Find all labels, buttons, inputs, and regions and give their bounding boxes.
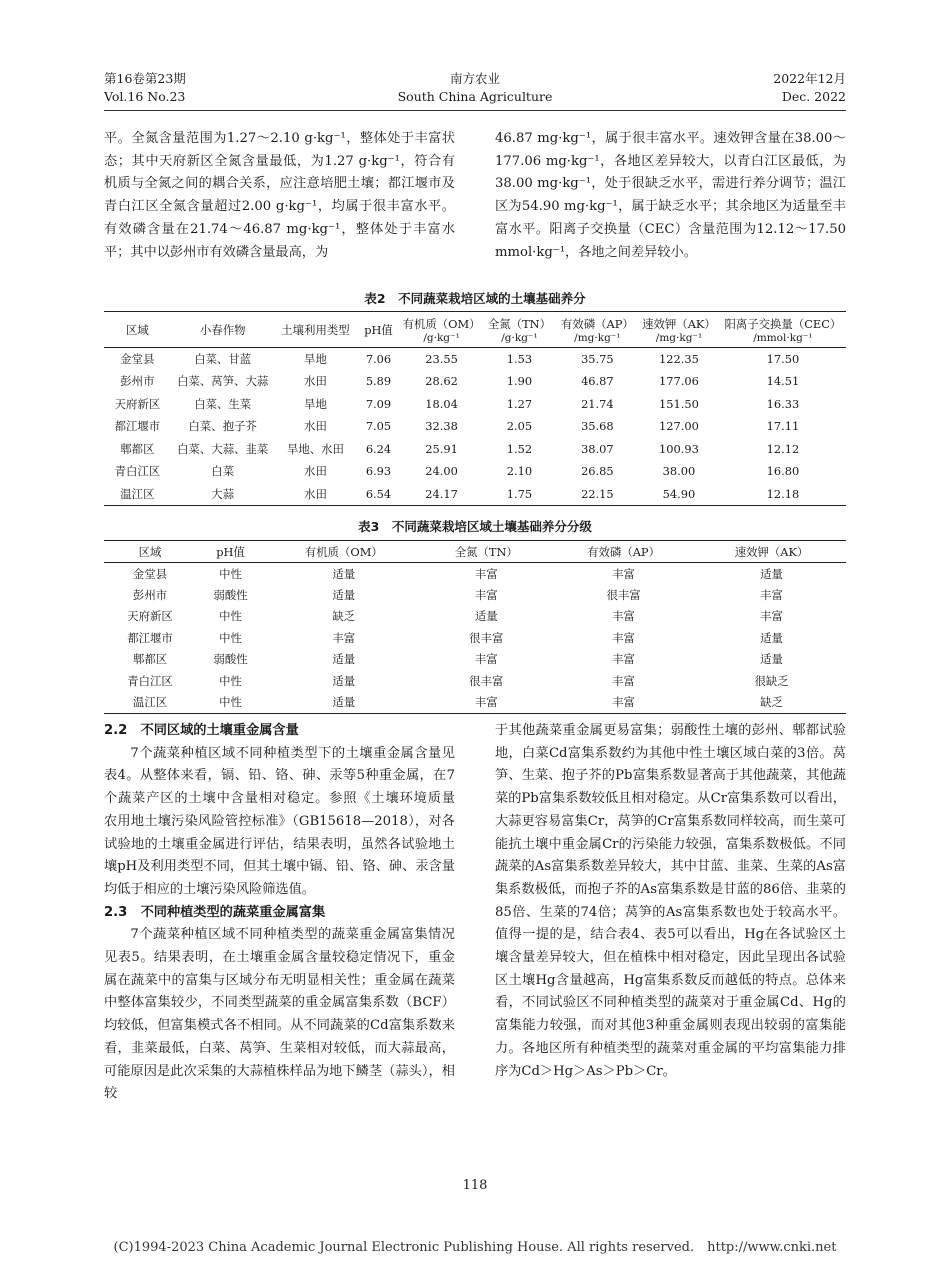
- table3-cell: 丰富: [332, 630, 356, 645]
- table2-header-cell: [638, 312, 720, 348]
- table3-cell: 丰富: [474, 587, 498, 602]
- table2-header-label: 速效钾（AK）: [642, 316, 716, 331]
- table2-cell: 白菜、莴笋、大蒜: [177, 374, 269, 389]
- table2-cell: 温江区: [120, 486, 155, 501]
- table3-cell: 很缺乏: [754, 673, 789, 688]
- table3-cell: 很丰富: [469, 630, 504, 645]
- date-en: Dec. 2022: [781, 89, 846, 104]
- table3-cell: 彭州市: [132, 587, 168, 602]
- table2-row: [104, 460, 846, 483]
- table2-cell: 12.18: [766, 486, 800, 501]
- table2-header-label: 有机质（OM）: [402, 316, 481, 331]
- table2-cell: 白菜、生菜: [194, 396, 252, 411]
- table2-header-unit: /mmol·kg⁻¹: [753, 331, 813, 344]
- table3-cell: 适量: [332, 695, 356, 709]
- intro-left-paragraph: 平。全氮含量范围为1.27～2.10 g·kg⁻¹，整体处于丰富状态；其中天府新区全氮含量最低，为1.27 g·kg⁻¹，符合有机质与全氮之间的耦合关系，应注意培肥土壤；都江堰市及青白江区全氮含量超过2.00 g·kg⁻¹，均属于很丰富水平。有效磷含量在21.74～46.87 mg·kg⁻¹，整体处于丰富水平；其中以彭州市有效磷含量最高，为: [104, 131, 455, 260]
- section-2-2-body: 7个蔬菜种植区域不同种植类型下的土壤重金属含量见表4。从整体来看，镉、铅、铬、砷、汞等5种重金属，在7个蔬菜产区的土壤中含量相对稳定。参照《土壤环境质量 农用地土壤污染风险管控标准》（GB15618—2018），对各试验地的土壤重金属进行评估，结果表明，虽然各试验地土壤pH及利用类型不同，但其土壤中镉、铅、铬、砷、汞含量均低于相应的土壤污染风险筛选值。: [104, 745, 469, 897]
- table3-cell: 适量: [474, 609, 498, 624]
- table3-cell: 丰富: [612, 652, 635, 667]
- table2-header-cell: [720, 312, 846, 348]
- section-2-3-body-right: 于其他蔬菜重金属更易富集；弱酸性土壤的彭州、郫都试验地，白菜Cd富集系数约为其他中性土壤区域白菜的3倍。莴笋、生菜、抱子芥的Pb富集系数显著高于其他蔬菜，其他蔬菜的Pb富集系数较低且相对稳定。从Cr富集系数可以看出，大蒜更容易富集Cr，莴笋的Cr富集系数同样较高，而生菜可能抗土壤中重金属Cr的污染能力较强，富集系数极低。不同蔬菜的As富集系数差异较大，其中甘蓝、韭菜、生菜的As富集系数极低，而抱子芥的As富集系数是甘蓝的86倍、韭菜的85倍、生菜的74倍；莴笋的As富集系数也处于较高水平。值得一提的是，结合表4、表5可以看出，Hg在各试验区土壤含量差异较大，但在植株中相对稳定，因此呈现出各试验区土壤Hg含量越高，Hg富集系数反而越低的特点。总体来看，不同试验区不同种植类型的蔬菜对于重金属Cd、Hg的富集能力较强，而对其他3种重金属则表现出较弱的富集能力。各地区所有种植类型的蔬菜对重金属的平均富集能力排序为Cd＞Hg＞As＞Pb＞Cr。: [495, 723, 846, 1079]
- table2-cell: 24.00: [425, 464, 458, 479]
- table2-cell: 水田: [304, 374, 327, 389]
- table2-cell: 金堂县: [120, 352, 155, 366]
- table2-cell: 天府新区: [114, 396, 161, 411]
- table2-cell: 水田: [304, 464, 327, 479]
- table2-row: [104, 415, 846, 438]
- table2-header-cell: [482, 312, 556, 348]
- table2-cell: 38.07: [581, 441, 614, 456]
- table3-cell: 中性: [219, 566, 242, 581]
- table2-cell: 大蒜: [211, 486, 235, 501]
- table3-header-cell: 速效钾（AK）: [734, 544, 809, 559]
- table2-cell: 白菜、抱子芥: [188, 419, 257, 434]
- table2-header-cell: [275, 312, 357, 348]
- table3-cell: 缺乏: [332, 609, 356, 624]
- table3-cell: 中性: [219, 695, 242, 709]
- table2-row: [104, 348, 846, 371]
- table2-cell: 1.75: [506, 486, 533, 501]
- table2-cell: 1.90: [506, 374, 533, 389]
- section-2-3-body-left: 7个蔬菜种植区域不同种植类型的蔬菜重金属富集情况见表5。结果表明，在土壤重金属含量较稳定情况下，重金属在蔬菜中的富集与区域分布无明显相关性；重金属在蔬菜中整体富集较少，不同类型蔬菜的重金属富集系数（BCF）均较低，但富集模式各不相同。从不同蔬菜的Cd富集系数来看，韭菜最低，白菜、莴笋、生菜相对较低，而大蒜最高，可能原因是此次采集的大蒜植株样品为地下鳞茎（蒜头），相较: [104, 927, 455, 1102]
- table2-cell: 46.87: [581, 374, 614, 389]
- table3-cell: 很丰富: [469, 673, 504, 688]
- table3-cell: 适量: [760, 652, 783, 667]
- table3-cell: 都江堰市: [127, 630, 173, 645]
- table2-cell: 都江堰市: [114, 419, 161, 434]
- table3-cell: 天府新区: [127, 609, 173, 624]
- intro-right-paragraph: 46.87 mg·kg⁻¹，属于很丰富水平。速效钾含量在38.00～177.06 mg·kg⁻¹，各地区差异较大，以青白江区最低，为38.00 mg·kg⁻¹，处于很缺乏水平，需进行养分调节；温江区为54.90 mg·kg⁻¹，属于缺乏水平；其余地区为适量至丰富水平。阳离子交换量（CEC）含量范围为12.12～17.50 mmol·kg⁻¹，各地之间差异较小。: [495, 131, 846, 260]
- section-2-2-number: 2.2: [104, 723, 128, 738]
- table2-cell: 24.17: [425, 486, 458, 501]
- table2-cell: 白菜: [211, 464, 235, 479]
- table3: [104, 540, 846, 714]
- table2-header-unit: /g·kg⁻¹: [423, 331, 460, 344]
- table2-cell: 6.24: [365, 441, 392, 456]
- table2-cell: 7.05: [365, 419, 392, 434]
- table2-header-unit: /mg·kg⁻¹: [655, 331, 703, 344]
- table3-cell: 弱酸性: [213, 652, 248, 667]
- table2-header-cell: [356, 312, 401, 348]
- header-date: [773, 70, 846, 106]
- running-header: [104, 70, 846, 114]
- table2-cell: 7.06: [365, 352, 392, 366]
- table3-cell: 适量: [760, 566, 783, 581]
- table2-header-cell: [401, 312, 483, 348]
- volume-cn: 第16卷第23期: [104, 71, 186, 86]
- body-left-column: [104, 720, 469, 1106]
- table2-header-unit: /g·kg⁻¹: [501, 331, 538, 344]
- table3-cell: 丰富: [612, 566, 635, 581]
- table3-cell: 温江区: [132, 695, 168, 709]
- table3-header-cell: 全氮（TN）: [454, 544, 518, 559]
- table2-cell: 54.90: [662, 486, 696, 501]
- table2-cell: 1.53: [506, 352, 533, 366]
- table3-cell: 丰富: [474, 652, 498, 667]
- table2-header-label: 小春作物: [199, 322, 246, 337]
- table2-cell: 17.11: [766, 419, 800, 434]
- table2-cell: 25.91: [425, 441, 458, 456]
- table3-cell: 丰富: [612, 673, 635, 688]
- table3-header-cell: 有机质（OM）: [304, 544, 383, 559]
- table2-cell: 151.50: [659, 396, 699, 411]
- table3-cell: 适量: [760, 630, 783, 645]
- table2-cell: 23.55: [425, 352, 458, 366]
- table2-cell: 16.80: [766, 464, 800, 479]
- table2-header-label: 全氮（TN）: [487, 316, 552, 331]
- table3-row: [104, 563, 846, 585]
- table3-row: [104, 584, 846, 606]
- table3-cell: 丰富: [474, 566, 498, 581]
- table2-header-cell: [171, 312, 275, 348]
- table2-cell: 6.93: [365, 464, 392, 479]
- table3-cell: 弱酸性: [213, 587, 248, 602]
- table3-cell: 丰富: [612, 630, 635, 645]
- table2-cell: 12.12: [766, 441, 800, 456]
- body-right-column: [495, 720, 846, 1083]
- table2-cell: 旱地: [304, 352, 327, 366]
- section-2-3-title: 不同种植类型的蔬菜重金属富集: [140, 904, 326, 920]
- intro-right-column: [495, 128, 846, 264]
- table2-cell: 177.06: [659, 374, 699, 389]
- header-journal: [104, 70, 846, 106]
- table2-cell: 白菜、甘蓝: [194, 352, 252, 366]
- table2-header-label: 区域: [125, 322, 149, 337]
- copyright-footer: (C)1994-2023 China Academic Journal Electronic Publishing House. All rights reserved. http://www.cnki.net: [113, 1240, 837, 1255]
- table3-cell: 适量: [332, 566, 356, 581]
- table2: [104, 311, 846, 506]
- table3-row: [104, 606, 846, 628]
- table2-cell: 38.00: [662, 464, 696, 479]
- table3-cell: 丰富: [612, 609, 635, 624]
- table3-cell: 丰富: [612, 695, 635, 709]
- table2-header-cell: [557, 312, 639, 348]
- table2-cell: 127.00: [659, 419, 699, 434]
- table3-cell: 丰富: [760, 587, 783, 602]
- table2-cell: 旱地: [304, 396, 327, 411]
- table3-cell: 郫都区: [132, 652, 168, 667]
- table2-cell: 100.93: [659, 441, 699, 456]
- journal-cn: 南方农业: [449, 71, 500, 86]
- table2-cell: 22.15: [581, 486, 614, 501]
- table2-cell: 白菜、大蒜、韭菜: [177, 441, 269, 456]
- table2-cell: 28.62: [425, 374, 458, 389]
- table2-cell: 1.52: [506, 441, 533, 456]
- table3-row: [104, 627, 846, 649]
- table2-cell: 21.74: [581, 396, 614, 411]
- section-2-3-number: 2.3: [104, 904, 128, 920]
- intro-left-column: [104, 128, 455, 264]
- journal-en: South China Agriculture: [397, 89, 553, 104]
- table3-row: [104, 692, 846, 714]
- table2-cell: 旱地、水田: [286, 441, 344, 456]
- table3-cell: 适量: [332, 652, 356, 667]
- table3-cell: 丰富: [474, 695, 498, 709]
- table3-cell: 金堂县: [132, 566, 168, 581]
- table2-cell: 1.27: [506, 396, 533, 411]
- table2-cell: 青白江区: [114, 464, 161, 479]
- table2-header-label: 有效磷（AP）: [560, 316, 634, 331]
- table2-cell: 14.51: [766, 374, 800, 389]
- table2-header-cell: [104, 312, 171, 348]
- table2-row: [104, 438, 846, 461]
- table2-cell: 17.50: [766, 352, 800, 366]
- section-2-2-heading: [104, 720, 455, 743]
- table3-cell: 青白江区: [127, 673, 173, 688]
- table2-cell: 2.10: [506, 464, 533, 479]
- date-cn: 2022年12月: [773, 71, 846, 86]
- table2-cell: 26.85: [581, 464, 614, 479]
- table2-cell: 2.05: [506, 419, 533, 434]
- table2-cell: 水田: [304, 486, 327, 501]
- table2-header-label: 土壤利用类型: [281, 322, 350, 337]
- table2-cell: 7.09: [365, 396, 392, 411]
- section-2-3-heading: [104, 902, 455, 925]
- table3-cell: 中性: [219, 630, 242, 645]
- table3-row: [104, 670, 846, 692]
- table3-cell: 中性: [219, 609, 242, 624]
- table2-cell: 6.54: [365, 486, 392, 501]
- table3-header-cell: 区域: [138, 544, 162, 559]
- table3-cell: 缺乏: [760, 695, 783, 709]
- table2-header-label: 阳离子交换量（CEC）: [724, 316, 842, 331]
- table3-cell: 很丰富: [606, 587, 641, 602]
- table2-row: [104, 393, 846, 416]
- table3-cell: 丰富: [760, 609, 783, 624]
- table2-cell: 35.68: [581, 419, 614, 434]
- table2-cell: 彭州市: [120, 374, 155, 389]
- table2-row: [104, 483, 846, 506]
- table2-caption: 表2 不同蔬菜栽培区域的土壤基础养分: [364, 291, 586, 306]
- table3-header-cell: 有效磷（AP）: [587, 544, 660, 559]
- volume-en: Vol.16 No.23: [104, 89, 186, 104]
- table3-cell: 适量: [332, 587, 356, 602]
- table2-cell: 郫都区: [120, 441, 155, 456]
- table2-cell: 18.04: [425, 396, 458, 411]
- table3-cell: 中性: [219, 673, 242, 688]
- table2-header-label: pH值: [364, 322, 393, 337]
- table2-cell: 水田: [304, 419, 327, 434]
- table2-header-unit: /mg·kg⁻¹: [574, 331, 621, 344]
- table2-row: [104, 370, 846, 393]
- page-number: 118: [462, 1178, 488, 1193]
- table3-caption: 表3 不同蔬菜栽培区域土壤基础养分分级: [358, 519, 592, 534]
- table3-cell: 适量: [332, 673, 356, 688]
- table2-cell: 5.89: [365, 374, 392, 389]
- table3-header-cell: pH值: [216, 544, 245, 559]
- header-rule: [104, 110, 846, 111]
- table2-cell: 32.38: [425, 419, 458, 434]
- section-2-2-title: 不同区域的土壤重金属含量: [140, 723, 299, 738]
- table2-cell: 122.35: [659, 352, 699, 366]
- table2-cell: 35.75: [581, 352, 614, 366]
- table3-row: [104, 649, 846, 671]
- table2-cell: 16.33: [766, 396, 800, 411]
